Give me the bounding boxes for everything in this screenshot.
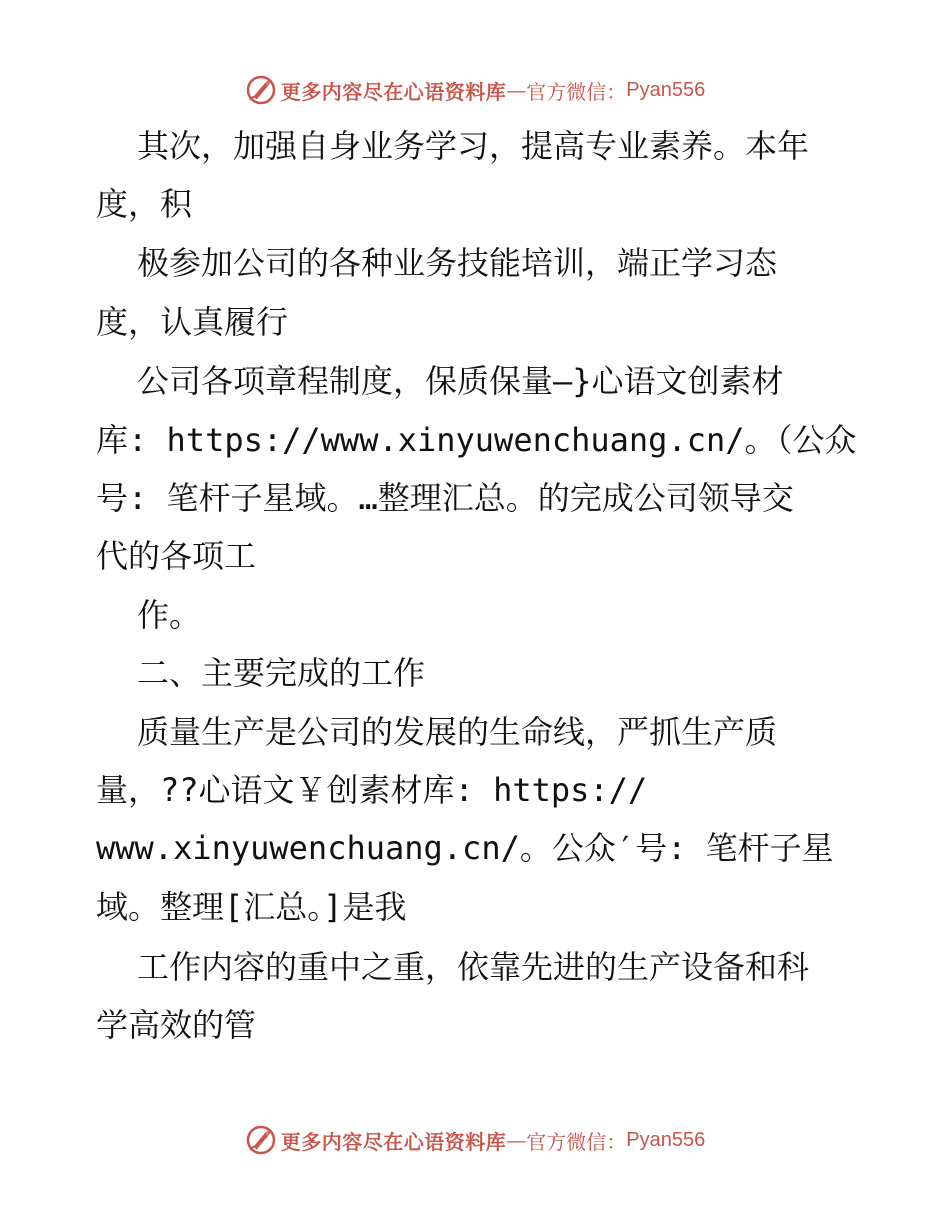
text-line: 极参加公司的各种业务技能培训，端正学习态	[137, 244, 778, 282]
text-line: 度，认真履行	[96, 303, 289, 341]
quill-pen-logo-icon	[245, 1124, 277, 1156]
banner-wechat-label: 官方微信：	[526, 79, 627, 104]
text-line: 度，积	[96, 185, 193, 223]
banner-site-text: 更多内容尽在心语资料库	[280, 1129, 507, 1154]
text-line: 代的各项工	[96, 537, 257, 575]
text-line: 工作内容的重中之重，依靠先进的生产设备和科	[137, 948, 810, 986]
banner-wechat-id: Pyan556	[626, 1128, 706, 1151]
section-heading: 二、主要完成的工作	[137, 654, 426, 692]
text-line: 公司各项章程制度，保质保量—}心语文创素材	[137, 362, 784, 400]
text-line: 号: 笔杆子星域。…整理汇总。的完成公司领导交	[96, 479, 794, 517]
banner-separator: —	[506, 78, 527, 102]
text-line: 其次，加强自身业务学习，提高专业素养。本年	[137, 127, 810, 165]
text-line: 量，??心语文￥创素材库: https://	[96, 771, 648, 809]
banner-separator: —	[506, 1128, 527, 1152]
text-line: 作。	[137, 596, 202, 634]
quill-pen-logo-icon	[245, 74, 277, 106]
banner-wechat-label: 官方微信：	[526, 1129, 627, 1154]
text-line: 质量生产是公司的发展的生命线，严抓生产质	[137, 713, 778, 751]
footer-banner	[0, 1120, 950, 1160]
text-line: 库: https://www.xinyuwenchuang.cn/。（公众	[96, 421, 857, 459]
text-line: 学高效的管	[96, 1006, 257, 1044]
text-line: 域。整理[汇总。]是我	[96, 888, 407, 926]
text-line: www.xinyuwenchuang.cn/。公众′号: 笔杆子星	[96, 829, 834, 867]
banner-site-text: 更多内容尽在心语资料库	[280, 79, 507, 104]
banner-wechat-id: Pyan556	[626, 78, 706, 101]
header-banner	[0, 70, 950, 110]
